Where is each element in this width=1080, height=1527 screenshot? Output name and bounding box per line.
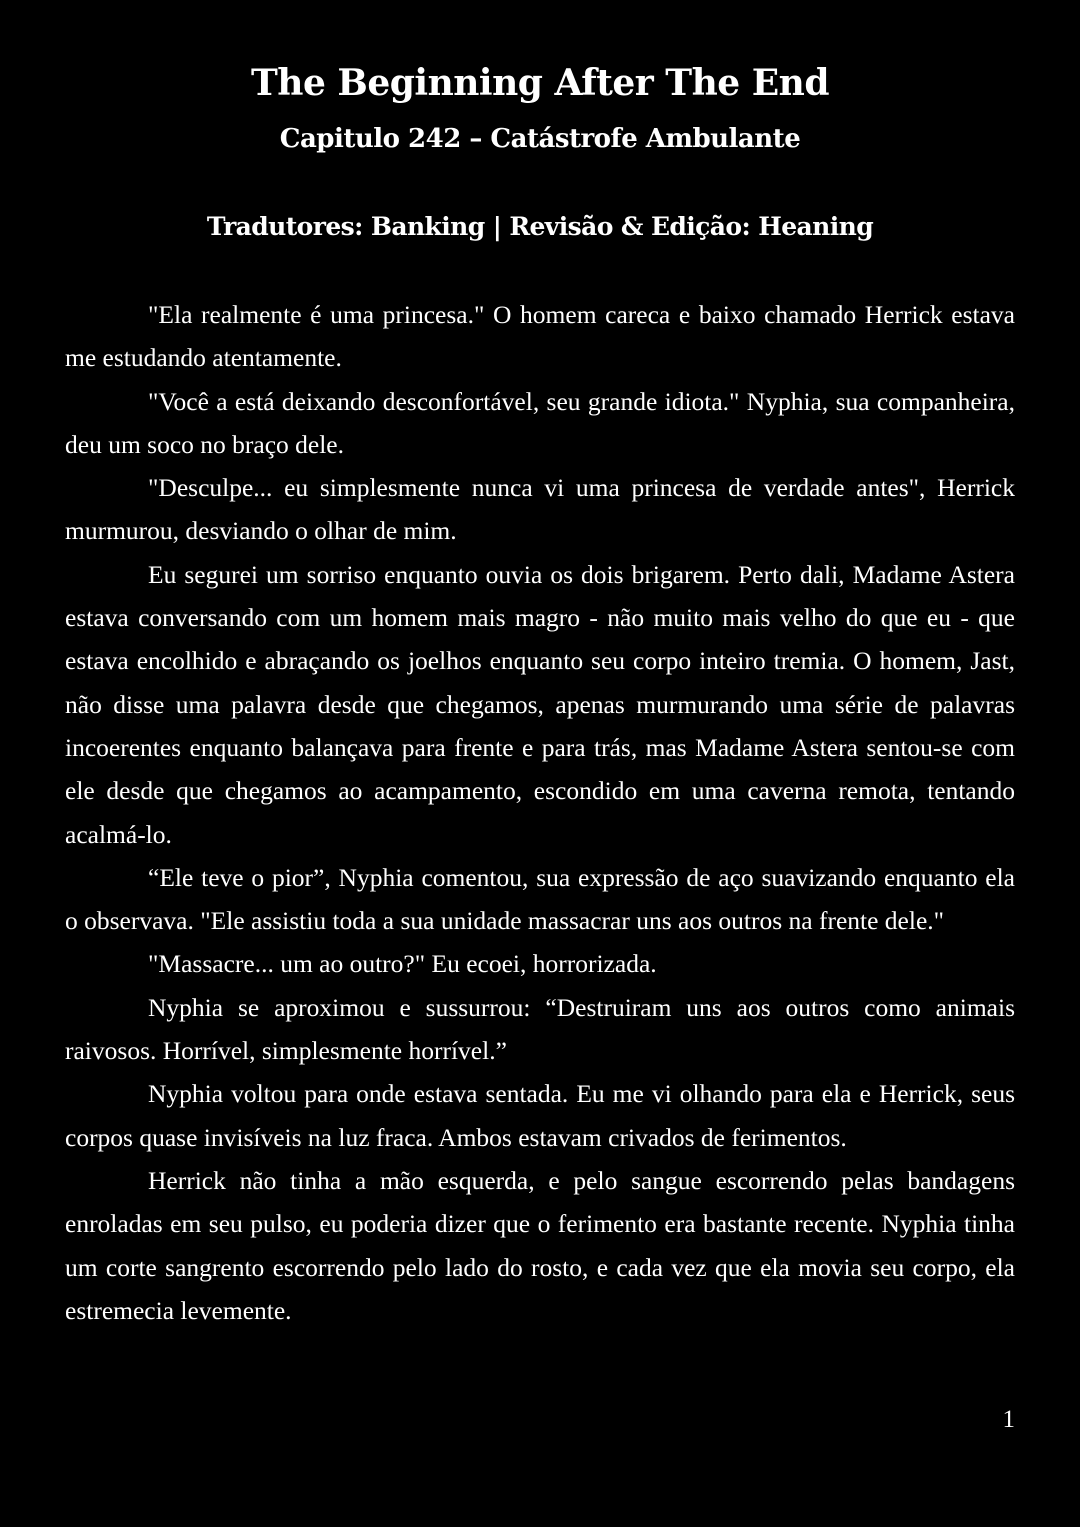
book-title: The Beginning After The End (251, 62, 829, 104)
paragraph: Eu segurei um sorriso enquanto ouvia os dois brigarem. Perto dali, Madame Astera estava conversando com um homem mais magro - não muito mais velho do que eu - que estava encolhido e abraçando os joelhos enquanto seu corpo inteiro tremia. O homem, Jast, não disse uma palavra desde que chegamos, apenas murmurando uma série de palavras incoerentes enquanto balançava para frente e para trás, mas Madame Astera sentou-se com ele desde que chegamos ao acampamento, escondido em uma caverna remota, tentando acalmá-lo. (65, 559, 1015, 849)
paragraph: "Massacre... um ao outro?" Eu ecoei, horrorizada. (148, 949, 657, 979)
paragraph: “Ele teve o pior”, Nyphia comentou, sua expressão de aço suavizando enquanto ela o observava. "Ele assistiu toda a sua unidade massacrar uns aos outros na frente dele." (65, 862, 1015, 936)
paragraph: "Desculpe... eu simplesmente nunca vi uma princesa de verdade antes", Herrick murmurou, desviando o olhar de mim. (65, 473, 1015, 546)
chapter-body (65, 293, 1015, 1332)
paragraph: Nyphia voltou para onde estava sentada. Eu me vi olhando para ela e Herrick, seus corpos quase invisíveis na luz fraca. Ambos estavam crivados de ferimentos. (65, 1079, 1015, 1152)
paragraph: Nyphia se aproximou e sussurrou: “Destruiram uns aos outros como animais raivosos. Horrível, simplesmente horrível.” (65, 992, 1015, 1066)
chapter-title: Capitulo 242 – Catástrofe Ambulante (279, 124, 801, 154)
page-number: 1 (1002, 1406, 1015, 1433)
paragraph: "Você a está deixando desconfortável, seu grande idiota." Nyphia, sua companheira, deu um soco no braço dele. (65, 386, 1015, 459)
paragraph: "Ela realmente é uma princesa." O homem careca e baixo chamado Herrick estava me estudando atentamente. (65, 300, 1015, 373)
paragraph: Herrick não tinha a mão esquerda, e pelo sangue escorrendo pelas bandagens enroladas em seu pulso, eu poderia dizer que o ferimento era bastante recente. Nyphia tinha um corte sangrento escorrendo pelo lado do rosto, e cada vez que ela movia seu corpo, ela estremecia levemente. (65, 1165, 1015, 1325)
translation-credits: Tradutores: Banking | Revisão & Edição: Heaning (206, 212, 874, 241)
